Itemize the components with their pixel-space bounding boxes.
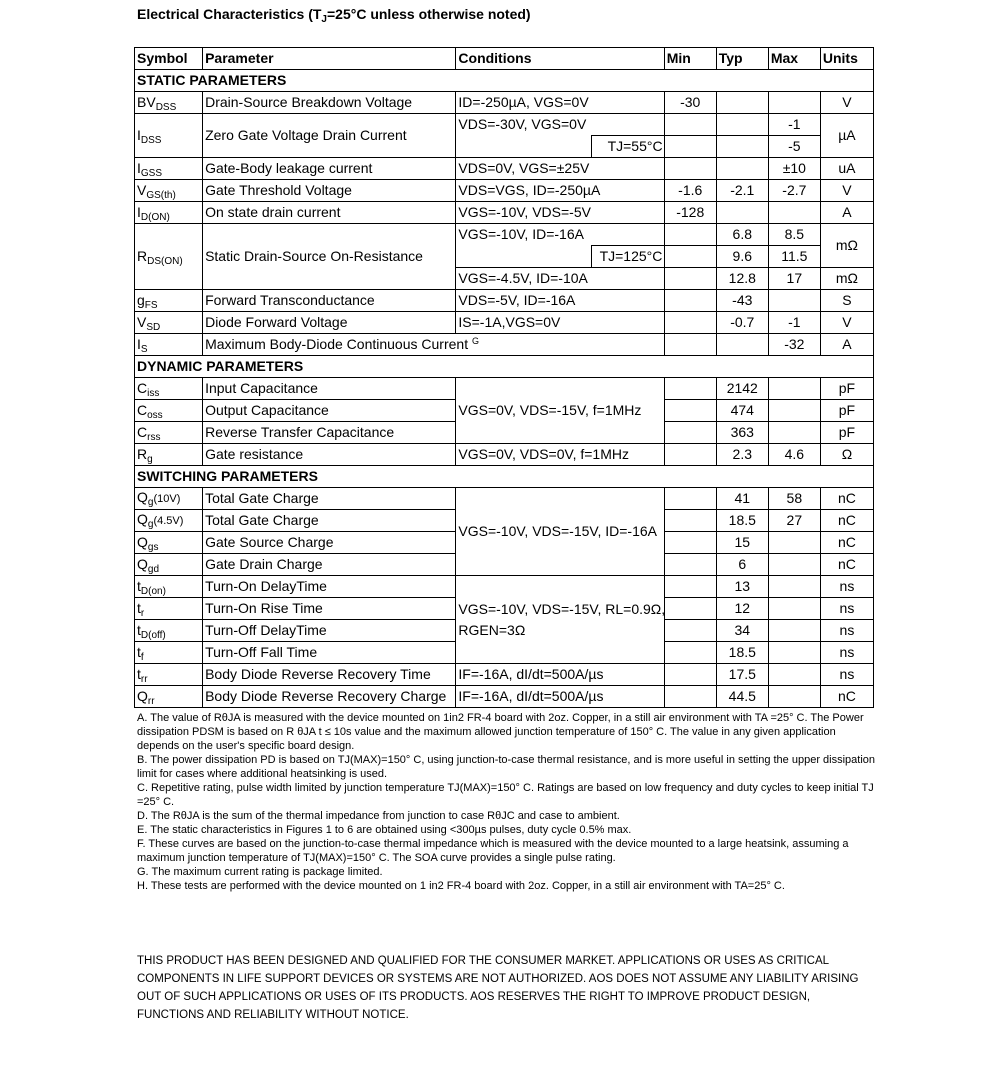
condition-cell: VGS=-10V, VDS=-15V, RL=0.9Ω, RGEN=3Ω: [456, 576, 664, 664]
parameter-cell: Forward Transconductance: [203, 290, 456, 312]
symbol-cell: $BV_{DSS}$: [135, 92, 203, 114]
parameter-cell: Gate Source Charge: [203, 532, 456, 554]
table-row: [135, 114, 874, 136]
header-units: Units: [820, 48, 873, 70]
table-row: [135, 312, 874, 334]
units-cell: ns: [820, 664, 873, 686]
typ-cell: 9.6: [716, 246, 768, 268]
typ-cell: 6: [716, 554, 768, 576]
symbol-cell: $Q_{rr}$: [135, 686, 203, 708]
footnote-f: F. These curves are based on the junction-to-case thermal impedance which is measured with the device mounted to a large heatsink, assuming a maximum junction temperature of TJ(MAX)=150° C. The SOA curve provides a single pulse rating.: [137, 838, 849, 864]
symbol-cell: $C_{oss}$: [135, 400, 203, 422]
parameter-cell: Total Gate Charge: [203, 488, 456, 510]
footnotes: [137, 711, 877, 893]
typ-cell: 41: [716, 488, 768, 510]
typ-cell: 13: [716, 576, 768, 598]
units-cell: V: [820, 180, 873, 202]
parameter-cell: Turn-On Rise Time: [203, 598, 456, 620]
units-cell: nC: [820, 510, 873, 532]
condition-cell: VGS=-4.5V, ID=-10A: [456, 268, 664, 290]
units-cell: ns: [820, 576, 873, 598]
units-cell: uA: [820, 158, 873, 180]
condition-cell: IF=-16A, dI/dt=500A/µs: [456, 664, 664, 686]
section-static: STATIC PARAMETERS: [135, 70, 874, 92]
condition-cell: VGS=-10V, VDS=-5V: [456, 202, 664, 224]
typ-cell: 15: [716, 532, 768, 554]
parameter-cell: On state drain current: [203, 202, 456, 224]
footnote-g: G. The maximum current rating is package limited.: [137, 866, 383, 878]
section-switching: SWITCHING PARAMETERS: [135, 466, 874, 488]
symbol-cell: $t_{D(on)}$: [135, 576, 203, 598]
header-parameter: Parameter: [203, 48, 456, 70]
max-cell: 8.5: [768, 224, 820, 246]
typ-cell: 34: [716, 620, 768, 642]
symbol-cell: $t_{rr}$: [135, 664, 203, 686]
max-cell: [768, 92, 820, 114]
parameter-cell: Drain-Source Breakdown Voltage: [203, 92, 456, 114]
units-cell: mΩ: [820, 268, 873, 290]
table-row: [135, 664, 874, 686]
footnote-b: B. The power dissipation PD is based on TJ(MAX)=150° C, using junction-to-case thermal resistance, and is more useful in setting the upper dissipation limit for cases where additional heatsinking is used.: [137, 754, 876, 780]
min-cell: -128: [664, 202, 716, 224]
table-row: [135, 202, 874, 224]
symbol-cell: $C_{iss}$: [135, 378, 203, 400]
symbol-cell: $I_{D(ON)}$: [135, 202, 203, 224]
units-cell: pF: [820, 400, 873, 422]
max-cell: -1: [768, 114, 820, 136]
units-cell: nC: [820, 488, 873, 510]
footnote-d: D. The RθJA is the sum of the thermal impedance from junction to case RθJC and case to ambient.: [137, 810, 620, 822]
parameter-cell: Gate Drain Charge: [203, 554, 456, 576]
condition-cell: VGS=-10V, VDS=-15V, ID=-16A: [456, 488, 664, 576]
typ-cell: 12: [716, 598, 768, 620]
parameter-cell: Turn-Off Fall Time: [203, 642, 456, 664]
table-row: [135, 224, 874, 246]
table-row: [135, 290, 874, 312]
header-typ: Typ: [716, 48, 768, 70]
table-row: [135, 576, 874, 598]
condition-cell: VGS=-10V, ID=-16A: [456, 224, 664, 246]
symbol-cell: $Q_{gs}$: [135, 532, 203, 554]
typ-cell: 2.3: [716, 444, 768, 466]
condition-cell: IS=-1A,VGS=0V: [456, 312, 664, 334]
symbol-cell: $I_{DSS}$: [135, 114, 203, 158]
condition-cell: VDS=-30V, VGS=0V: [456, 114, 664, 136]
condition-cell: VDS=0V, VGS=±25V: [456, 158, 664, 180]
typ-cell: 2142: [716, 378, 768, 400]
typ-cell: 44.5: [716, 686, 768, 708]
symbol-cell: $I_{GSS}$: [135, 158, 203, 180]
parameter-cell: Body Diode Reverse Recovery Time: [203, 664, 456, 686]
parameter-cell: Total Gate Charge: [203, 510, 456, 532]
max-cell: -2.7: [768, 180, 820, 202]
parameter-cell: Gate Threshold Voltage: [203, 180, 456, 202]
max-cell: 58: [768, 488, 820, 510]
units-cell: nC: [820, 532, 873, 554]
typ-cell: 6.8: [716, 224, 768, 246]
header-symbol: Symbol: [135, 48, 203, 70]
units-cell: ns: [820, 598, 873, 620]
units-cell: ns: [820, 642, 873, 664]
condition-cell: VDS=-5V, ID=-16A: [456, 290, 664, 312]
units-cell: pF: [820, 422, 873, 444]
symbol-cell: $C_{rss}$: [135, 422, 203, 444]
table-row: [135, 444, 874, 466]
parameter-cell: Body Diode Reverse Recovery Charge: [203, 686, 456, 708]
typ-cell: 474: [716, 400, 768, 422]
condition-cell: ID=-250µA, VGS=0V: [456, 92, 664, 114]
max-cell: -5: [768, 136, 820, 158]
max-cell: 11.5: [768, 246, 820, 268]
max-cell: -1: [768, 312, 820, 334]
typ-cell: 17.5: [716, 664, 768, 686]
footnote-e: E. The static characteristics in Figures 1 to 6 are obtained using <300µs pulses, duty cycle 0.5% max.: [137, 824, 632, 836]
header-min: Min: [664, 48, 716, 70]
header-conditions: Conditions: [456, 48, 664, 70]
disclaimer-text: THIS PRODUCT HAS BEEN DESIGNED AND QUALIFIED FOR THE CONSUMER MARKET. APPLICATIONS OR USES AS CRITICAL COMPONENTS IN LIFE SUPPORT DEVICES OR SYSTEMS ARE NOT AUTHORIZED. AOS DOES NOT ASSUME ANY LIABILITY ARISING OUT OF SUCH APPLICATIONS OR USES OF ITS PRODUCTS. AOS RESERVES THE RIGHT TO IMPROVE PRODUCT DESIGN, FUNCTIONS AND RELIABILITY WITHOUT NOTICE.: [137, 955, 859, 1021]
table-row: [135, 488, 874, 510]
typ-cell: 18.5: [716, 510, 768, 532]
parameter-cell: Reverse Transfer Capacitance: [203, 422, 456, 444]
parameter-cell: Static Drain-Source On-Resistance: [203, 224, 456, 290]
symbol-cell: $t_r$: [135, 598, 203, 620]
section-dynamic: DYNAMIC PARAMETERS: [135, 356, 874, 378]
units-cell: S: [820, 290, 873, 312]
condition-cell: TJ=55°C: [591, 136, 664, 158]
footnote-h: H. These tests are performed with the device mounted on 1 in2 FR-4 board with 2oz. Copper, in a still air environment with TA=25° C.: [137, 880, 785, 892]
symbol-cell: $Q_g(4.5V)$: [135, 510, 203, 532]
condition-cell: TJ=125°C: [591, 246, 664, 268]
units-cell: A: [820, 202, 873, 224]
units-cell: nC: [820, 686, 873, 708]
symbol-cell: $t_f$: [135, 642, 203, 664]
min-cell: -30: [664, 92, 716, 114]
condition-cell: VGS=0V, VDS=-15V, f=1MHz: [456, 378, 664, 444]
symbol-cell: $V_{SD}$: [135, 312, 203, 334]
typ-cell: -43: [716, 290, 768, 312]
condition-cell: IF=-16A, dI/dt=500A/µs: [456, 686, 664, 708]
units-cell: Ω: [820, 444, 873, 466]
page-title: Electrical Characteristics ($T_J=25^\circ C$ unless otherwise noted): [137, 6, 531, 25]
units-cell: ns: [820, 620, 873, 642]
parameter-cell: Turn-On DelayTime: [203, 576, 456, 598]
parameter-cell: Zero Gate Voltage Drain Current: [203, 114, 456, 158]
parameter-cell: Maximum Body-Diode Continuous Current $^G$: [203, 334, 665, 356]
max-cell: 17: [768, 268, 820, 290]
typ-cell: 12.8: [716, 268, 768, 290]
max-cell: -32: [768, 334, 820, 356]
table-row: [135, 158, 874, 180]
symbol-cell: $R_{DS(ON)}$: [135, 224, 203, 290]
max-cell: 4.6: [768, 444, 820, 466]
units-cell: A: [820, 334, 873, 356]
typ-cell: -0.7: [716, 312, 768, 334]
symbol-cell: $t_{D(off)}$: [135, 620, 203, 642]
max-cell: ±10: [768, 158, 820, 180]
footnote-a: A. The value of RθJA is measured with the device mounted on 1in2 FR-4 board with 2oz. Copper, in a still air environment with TA =25° C. The Power dissipation PDSM is based on R θJA t ≤ 10s value and the maximum allowed junction temperature of 150° C. The value in any given application depends on the user's specific board design.: [137, 712, 864, 752]
table-row: [135, 334, 874, 356]
typ-cell: 363: [716, 422, 768, 444]
min-cell: -1.6: [664, 180, 716, 202]
units-cell: V: [820, 92, 873, 114]
units-cell: nC: [820, 554, 873, 576]
parameter-cell: Input Capacitance: [203, 378, 456, 400]
typ-cell: -2.1: [716, 180, 768, 202]
header-max: Max: [768, 48, 820, 70]
header-row: [135, 48, 874, 70]
symbol-cell: $R_g$: [135, 444, 203, 466]
parameter-cell: Output Capacitance: [203, 400, 456, 422]
symbol-cell: $Q_g(10V)$: [135, 488, 203, 510]
parameter-cell: Turn-Off DelayTime: [203, 620, 456, 642]
units-cell: µA: [820, 114, 873, 158]
table-row: [135, 92, 874, 114]
units-cell: V: [820, 312, 873, 334]
max-cell: 27: [768, 510, 820, 532]
typ-cell: [716, 92, 768, 114]
symbol-cell: $I_S$: [135, 334, 203, 356]
parameter-cell: Gate-Body leakage current: [203, 158, 456, 180]
symbol-cell: $V_{GS(th)}$: [135, 180, 203, 202]
condition-cell: VGS=0V, VDS=0V, f=1MHz: [456, 444, 664, 466]
electrical-characteristics-table: [134, 47, 874, 708]
table-row: [135, 180, 874, 202]
units-cell: pF: [820, 378, 873, 400]
typ-cell: 18.5: [716, 642, 768, 664]
symbol-cell: $g_{FS}$: [135, 290, 203, 312]
footnote-c: C. Repetitive rating, pulse width limited by junction temperature TJ(MAX)=150° C. Ratings are based on low frequency and duty cycles to keep initial TJ =25° C.: [137, 782, 874, 808]
table-row: [135, 686, 874, 708]
parameter-cell: Gate resistance: [203, 444, 456, 466]
table-row: [135, 378, 874, 400]
units-cell: mΩ: [820, 224, 873, 268]
symbol-cell: $Q_{gd}$: [135, 554, 203, 576]
condition-cell: VDS=VGS, ID=-250µA: [456, 180, 664, 202]
parameter-cell: Diode Forward Voltage: [203, 312, 456, 334]
